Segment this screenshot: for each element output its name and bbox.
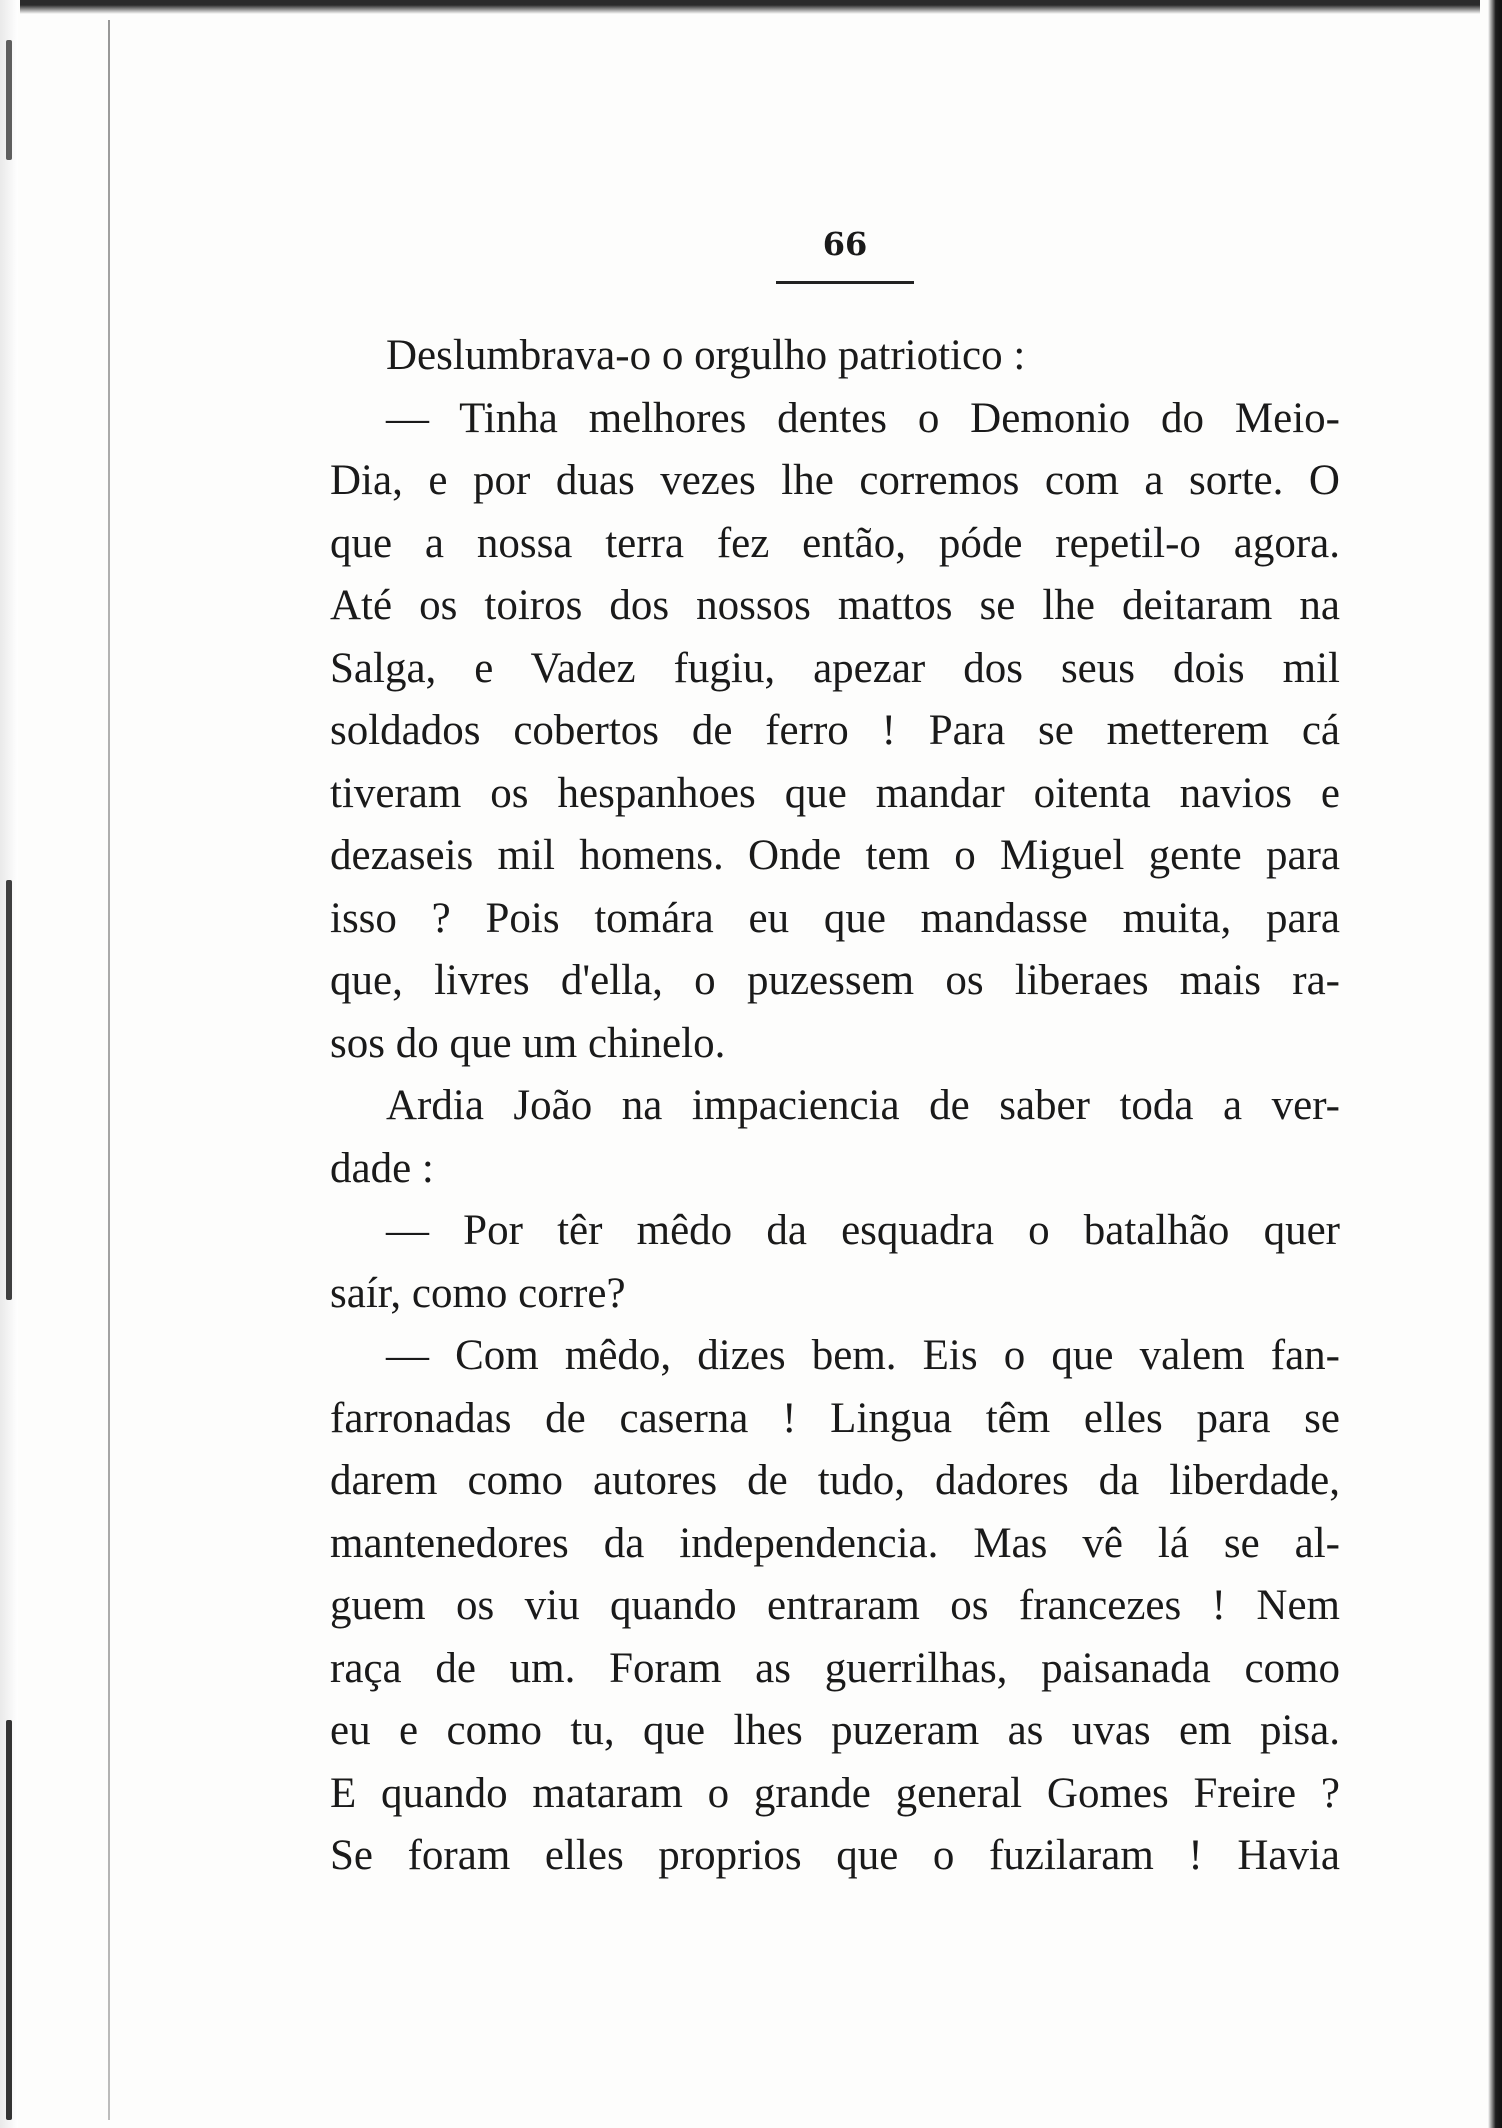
scan-artifact-mark [6,40,12,160]
text-line: soldados cobertos de ferro ! Para se metterem cá [330,707,1340,754]
text-line: que a nossa terra fez então, póde repetil-o agora. [330,519,1340,567]
text-line: eu e como tu, que lhes puzeram as uvas em pisa. [330,1707,1340,1754]
text-line: mantenedores da independencia. Mas vê lá se al- [330,1519,1340,1567]
text-line: que, livres d'ella, o puzessem os liberaes mais ra- [330,957,1340,1004]
scan-artifact-mark [6,1720,12,2120]
text-line: Ardia João na impaciencia de saber toda a ver- [386,1082,1340,1129]
scan-artifact-mark [6,880,12,1300]
text-line: guem os viu quando entraram os francezes ! Nem [330,1582,1340,1629]
text-line: dezaseis mil homens. Onde tem o Miguel gente para [330,832,1340,879]
text-line: farronadas de caserna ! Lingua têm elles para se [330,1394,1340,1442]
scan-edge-top [20,0,1480,14]
scan-edge-right [1488,0,1502,2128]
text-line: Dia, e por duas vezes lhe corremos com a sorte. O [330,457,1340,504]
text-line: isso ? Pois tomára eu que mandasse muita, para [330,894,1340,942]
text-line: Salga, e Vadez fugiu, apezar dos seus dois mil [330,644,1340,692]
text-line: raça de um. Foram as guerrilhas, paisanada como [330,1644,1340,1692]
text-line: — Com mêdo, dizes bem. Eis o que valem fan- [386,1332,1340,1379]
text-line: tiveram os hespanhoes que mandar oitenta navios e [330,769,1340,817]
text-line: Deslumbrava-o o orgulho patriotico : [386,332,1026,379]
text-line: Até os toiros dos nossos mattos se lhe deitaram na [330,582,1340,629]
body-text [330,325,1340,1888]
gutter-shadow-line [108,20,110,2120]
text-line: dade : [330,1144,434,1192]
text-line: E quando mataram o grande general Gomes Freire ? [330,1769,1340,1817]
page-number: 66 [822,225,868,263]
text-line: darem como autores de tudo, dadores da liberdade, [330,1457,1340,1504]
header-rule [776,281,914,284]
text-line: sos do que um chinelo. [330,1019,726,1067]
text-line: Se foram elles proprios que o fuzilaram ! Havia [330,1832,1340,1879]
text-line: saír, como corre? [330,1269,626,1317]
text-line: — Por têr mêdo da esquadra o batalhão quer [386,1207,1340,1254]
text-line: — Tinha melhores dentes o Demonio do Meio- [386,394,1340,442]
